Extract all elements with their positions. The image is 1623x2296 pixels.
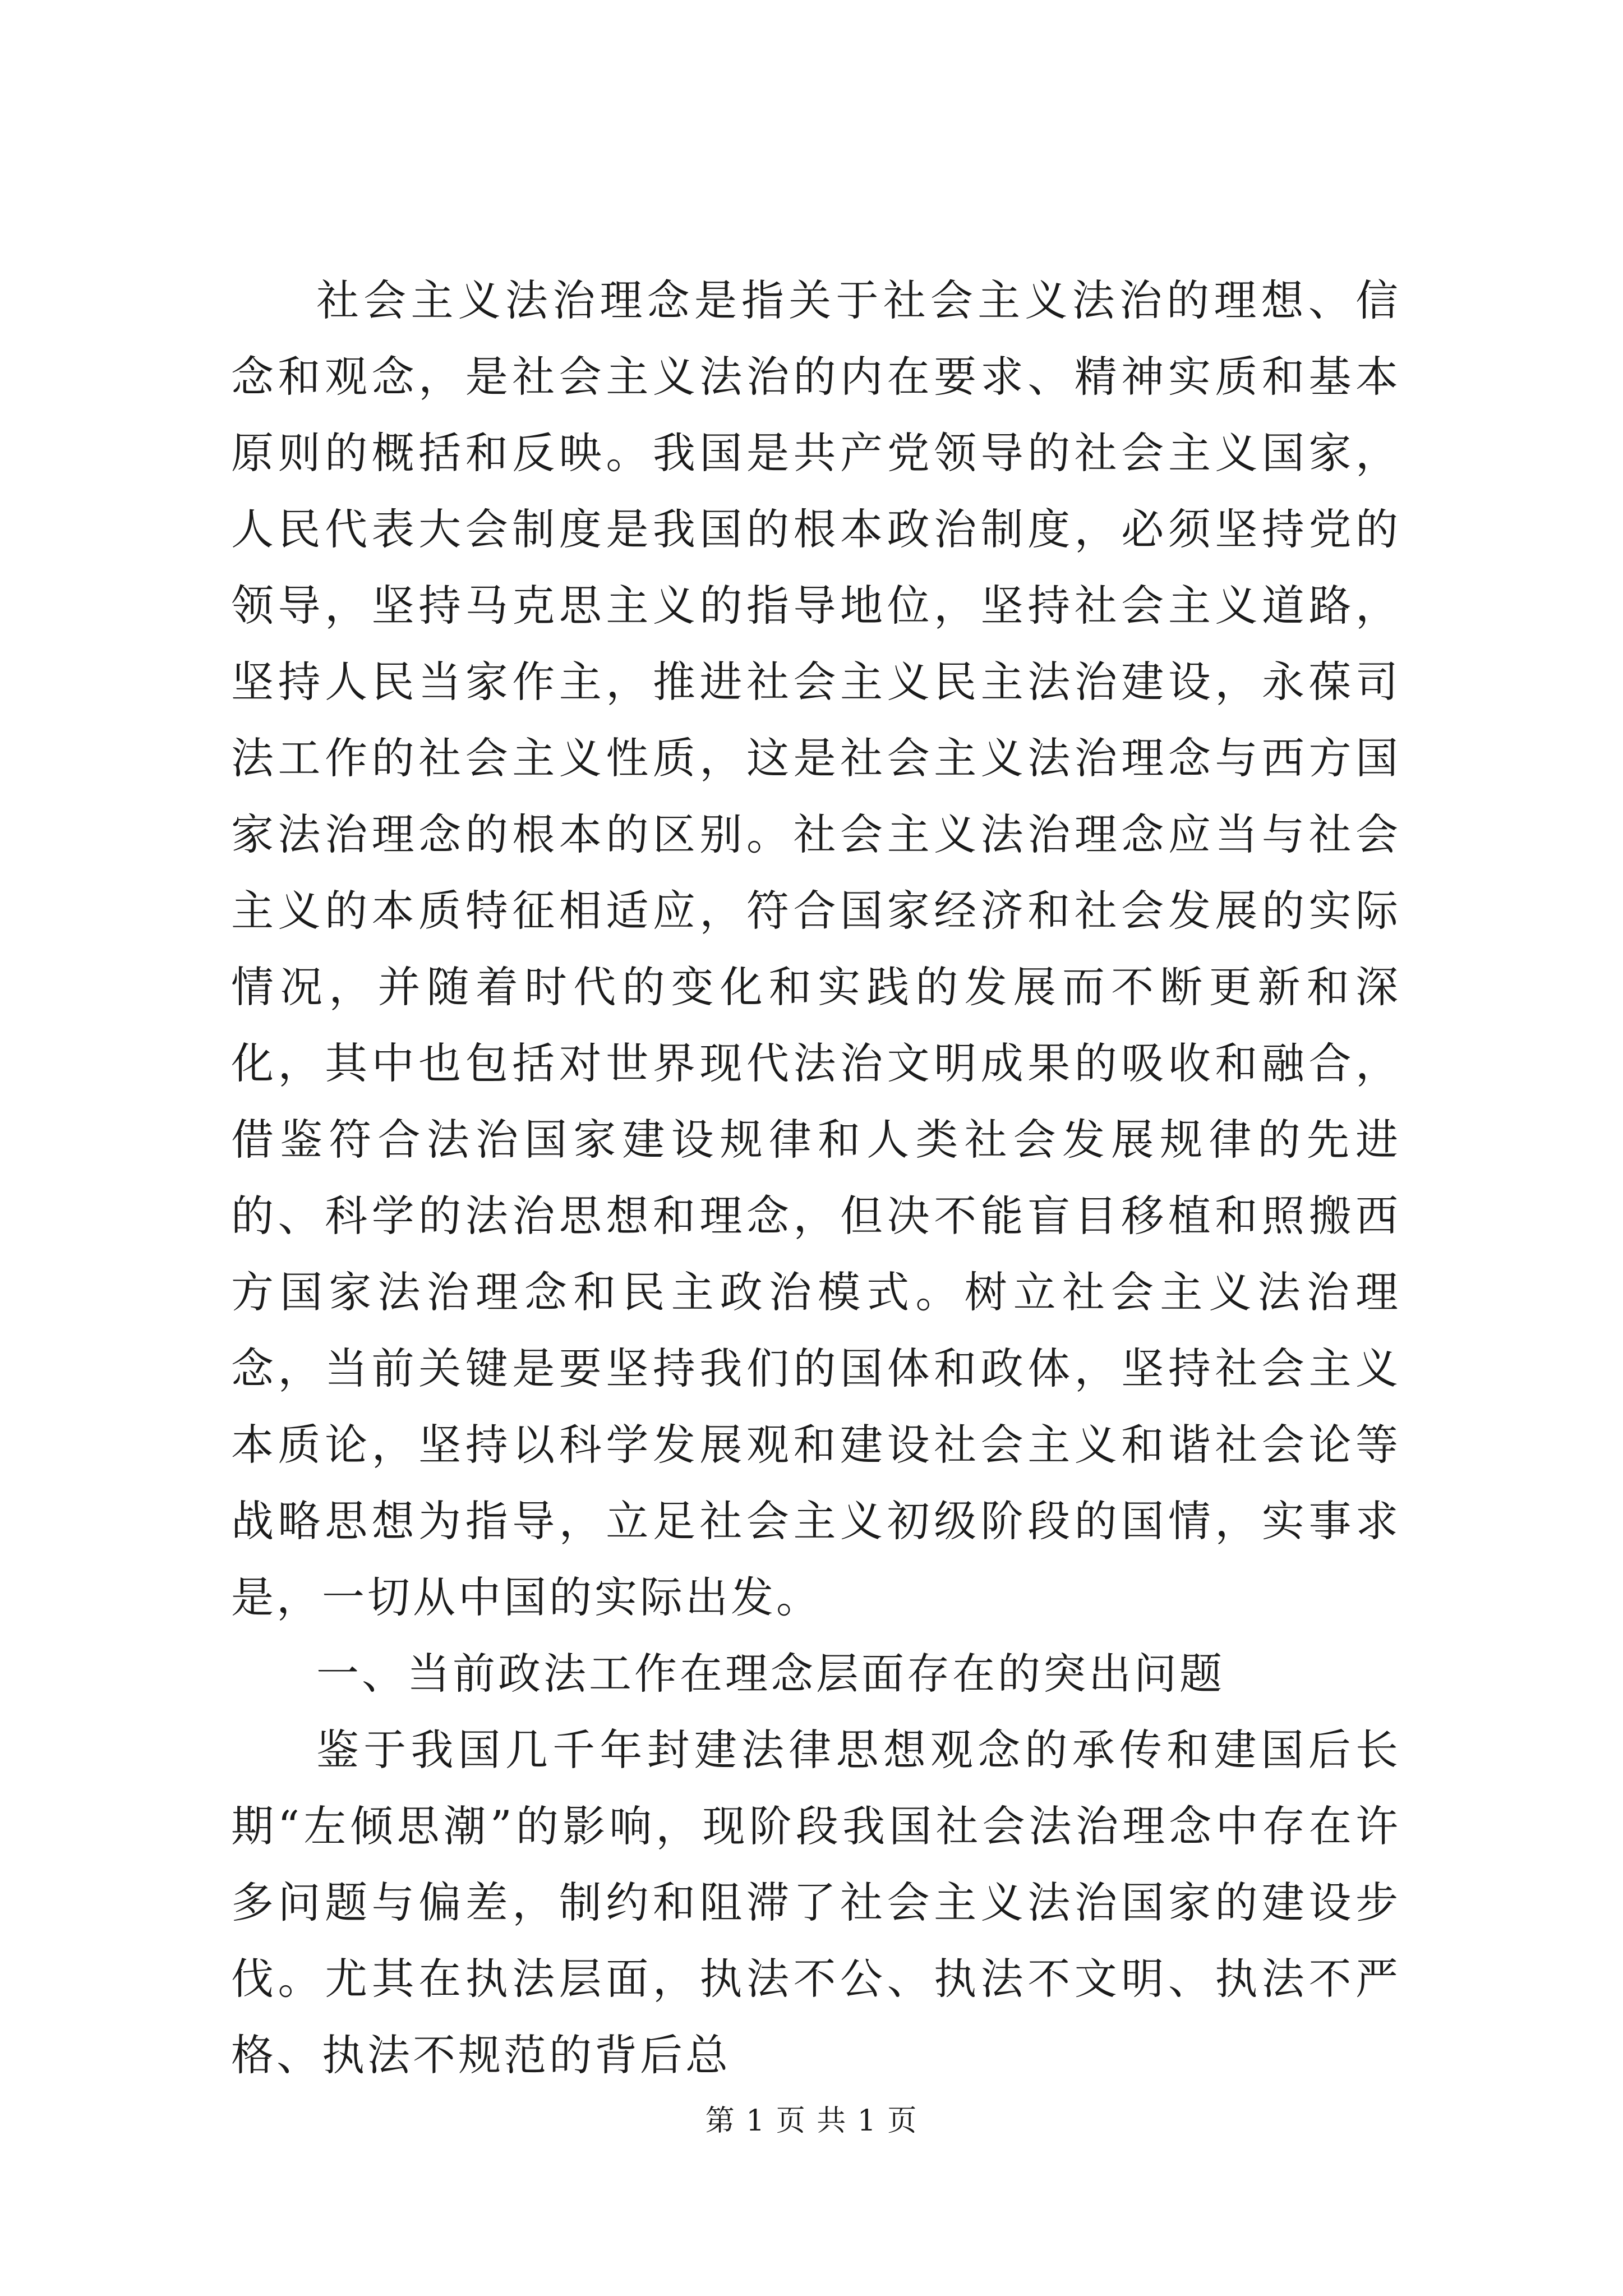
body-paragraph-1: 社会主义法治理念是指关于社会主义法治的理想、信念和观念，是社会主义法治的内在要求、精神实质和基本原则的概括和反映。我国是共产党领导的社会主义国家，人民代表大会制度是我国的根本政治制度，必须坚持党的领导，坚持马克思主义的指导地位，坚持社会主义道路，坚持人民当家作主，推进社会主义民主法治建设，永葆司法工作的社会主义性质，这是社会主义法治理念与西方国家法治理念的根本的区别。社会主义法治理念应当与社会主义的本质特征相适应，符合国家经济和社会发展的实际情况，并随着时代的变化和实践的发展而不断更新和深化，其中也包括对世界现代法治文明成果的吸收和融合，借鉴符合法治国家建设规律和人类社会发展规律的先进的、科学的法治思想和理念，但决不能盲目移植和照搬西方国家法治理念和民主政治模式。树立社会主义法治理念，当前关键是要坚持我们的国体和政体，坚持社会主义本质论，坚持以科学发展观和建设社会主义和谐社会论等战略思想为指导，立足社会主义初级阶段的国情，实事求是，一切从中国的实际出发。 xyxy=(231,275,1401,1622)
document-body xyxy=(231,263,1401,2093)
body-paragraph-2: 鉴于我国几千年封建法律思想观念的承传和建国后长期“左倾思潮”的影响，现阶段我国社会法治理念中存在许多问题与偏差，制约和阻滞了社会主义法治国家的建设步伐。尤其在执法层面，执法不公、执法不文明、执法不严格、执法不规范的背后总 xyxy=(231,1725,1401,2080)
section-heading: 一、当前政法工作在理念层面存在的突出问题 xyxy=(316,1649,1225,1699)
page-footer: 第 1 页 共 1 页 xyxy=(705,2104,918,2138)
